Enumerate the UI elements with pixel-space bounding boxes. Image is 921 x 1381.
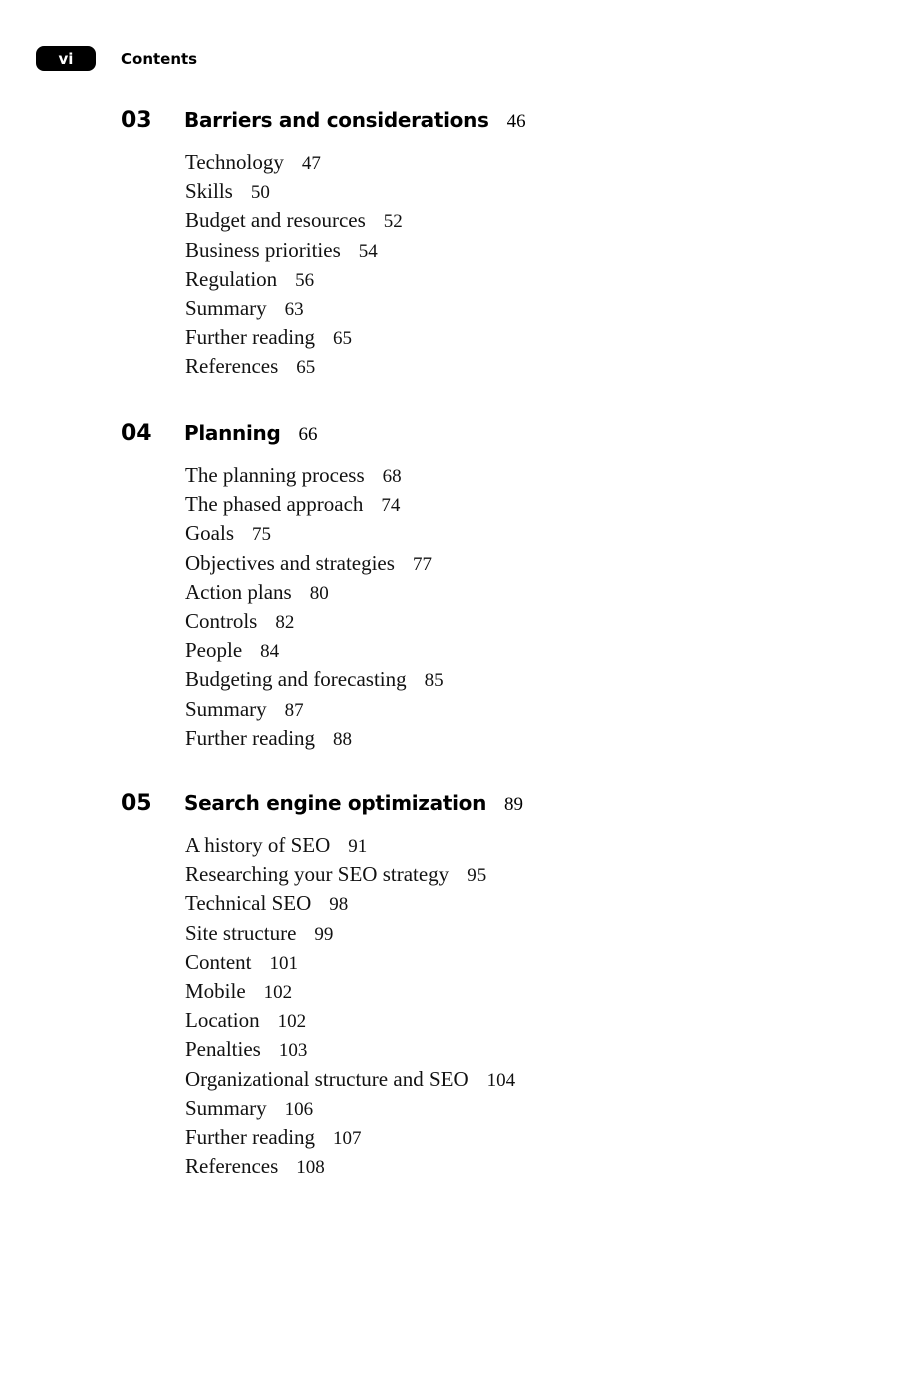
entry-title: References bbox=[185, 354, 279, 379]
section-list bbox=[185, 148, 526, 382]
entry-page-number: 50 bbox=[250, 182, 270, 204]
chapter-title: Planning bbox=[184, 421, 281, 445]
chapter-section bbox=[121, 791, 523, 1181]
entry-page-number: 98 bbox=[329, 894, 349, 916]
entry-page-number: 107 bbox=[333, 1127, 362, 1149]
entry-page-number: 77 bbox=[412, 553, 432, 575]
entry-page-number: 85 bbox=[424, 670, 444, 692]
toc-entry[interactable] bbox=[185, 1006, 523, 1035]
entry-page-number: 47 bbox=[301, 153, 321, 174]
entry-title: Objectives and strategies bbox=[185, 550, 395, 575]
toc-entry[interactable] bbox=[185, 1035, 523, 1064]
entry-page-number: 82 bbox=[275, 611, 295, 633]
toc-entry[interactable] bbox=[185, 549, 444, 578]
chapter-heading[interactable] bbox=[121, 791, 523, 821]
chapter-number: 05 bbox=[121, 791, 152, 816]
entry-title: Summary bbox=[185, 295, 267, 320]
entry-title: Action plans bbox=[185, 579, 292, 604]
toc-entry[interactable] bbox=[185, 831, 523, 860]
entry-title: The phased approach bbox=[185, 492, 364, 517]
toc-entry[interactable] bbox=[185, 977, 523, 1006]
chapter-section bbox=[121, 108, 526, 382]
chapter-page-number: 66 bbox=[298, 424, 318, 445]
entry-title: Further reading bbox=[185, 725, 316, 750]
entry-page-number: 52 bbox=[383, 211, 403, 233]
entry-page-number: 63 bbox=[284, 298, 304, 320]
entry-page-number: 106 bbox=[284, 1098, 314, 1120]
entry-page-number: 95 bbox=[467, 865, 487, 887]
entry-page-number: 102 bbox=[277, 1011, 307, 1033]
toc-entry[interactable] bbox=[185, 265, 526, 294]
toc-entry[interactable] bbox=[185, 578, 444, 607]
entry-title: Site structure bbox=[185, 920, 297, 945]
chapter-number: 04 bbox=[121, 421, 152, 446]
chapter-title: Search engine optimization bbox=[184, 791, 487, 815]
toc-entry[interactable] bbox=[185, 323, 526, 352]
section-list bbox=[185, 461, 444, 753]
entry-page-number: 68 bbox=[382, 466, 402, 487]
entry-page-number: 54 bbox=[358, 240, 378, 262]
entry-page-number: 101 bbox=[269, 952, 298, 974]
chapter-heading[interactable] bbox=[121, 108, 526, 138]
toc-entry[interactable] bbox=[185, 236, 526, 265]
toc-entry[interactable] bbox=[185, 724, 444, 753]
entry-title: Content bbox=[185, 949, 252, 974]
chapter-page-number: 89 bbox=[504, 794, 524, 815]
page-header bbox=[36, 46, 197, 71]
chapter-page-number: 46 bbox=[506, 111, 526, 132]
chapter-title: Barriers and considerations bbox=[184, 108, 489, 132]
entry-page-number: 74 bbox=[381, 495, 401, 517]
toc-entry[interactable] bbox=[185, 490, 444, 519]
entry-title: Technology bbox=[185, 150, 284, 174]
toc-entry[interactable] bbox=[185, 695, 444, 724]
entry-title: Summary bbox=[185, 1095, 267, 1120]
toc-entry[interactable] bbox=[185, 1123, 523, 1152]
entry-page-number: 103 bbox=[278, 1040, 308, 1062]
entry-title: Further reading bbox=[185, 325, 316, 350]
entry-title: Controls bbox=[185, 608, 258, 633]
entry-title: Penalties bbox=[185, 1037, 261, 1062]
toc-entry[interactable] bbox=[185, 294, 526, 323]
toc-entry[interactable] bbox=[185, 206, 526, 235]
entry-page-number: 91 bbox=[348, 836, 368, 857]
chapter-heading[interactable] bbox=[121, 421, 444, 451]
entry-page-number: 84 bbox=[260, 641, 280, 663]
entry-title: References bbox=[185, 1154, 279, 1179]
entry-title: Budgeting and forecasting bbox=[185, 667, 407, 692]
toc-entry[interactable] bbox=[185, 860, 523, 889]
entry-title: Researching your SEO strategy bbox=[185, 862, 450, 887]
entry-page-number: 65 bbox=[296, 357, 316, 379]
entry-page-number: 80 bbox=[309, 582, 329, 604]
entry-page-number: 104 bbox=[486, 1069, 516, 1091]
entry-title: Location bbox=[185, 1008, 260, 1033]
toc-entry[interactable] bbox=[185, 636, 444, 665]
running-head: Contents bbox=[121, 49, 198, 68]
chapter-section bbox=[121, 421, 444, 753]
entry-page-number: 108 bbox=[296, 1157, 325, 1179]
entry-title: People bbox=[185, 638, 243, 663]
entry-title: Summary bbox=[185, 696, 267, 721]
toc-entry[interactable] bbox=[185, 177, 526, 206]
toc-entry[interactable] bbox=[185, 461, 444, 490]
toc-entry[interactable] bbox=[185, 352, 526, 381]
entry-title: Goals bbox=[185, 521, 234, 546]
toc-entry[interactable] bbox=[185, 1065, 523, 1094]
toc-entry[interactable] bbox=[185, 607, 444, 636]
entry-title: Budget and resources bbox=[185, 208, 366, 233]
chapter-number: 03 bbox=[121, 108, 152, 133]
entry-title: Further reading bbox=[185, 1124, 316, 1149]
toc-entry[interactable] bbox=[185, 889, 523, 918]
toc-entry[interactable] bbox=[185, 148, 526, 177]
entry-page-number: 65 bbox=[333, 328, 353, 350]
toc-entry[interactable] bbox=[185, 519, 444, 548]
entry-page-number: 56 bbox=[295, 269, 315, 291]
toc-entry[interactable] bbox=[185, 1152, 523, 1181]
entry-page-number: 75 bbox=[252, 524, 271, 546]
entry-title: Regulation bbox=[185, 266, 278, 291]
entry-title: Mobile bbox=[185, 978, 246, 1003]
entry-title: Business priorities bbox=[185, 237, 341, 262]
entry-title: A history of SEO bbox=[185, 833, 331, 857]
toc-entry[interactable] bbox=[185, 948, 523, 977]
toc-entry[interactable] bbox=[185, 919, 523, 948]
entry-page-number: 87 bbox=[284, 699, 304, 721]
entry-title: Skills bbox=[185, 179, 233, 204]
section-list bbox=[185, 831, 523, 1181]
entry-page-number: 88 bbox=[333, 728, 353, 750]
page-number-badge: vi bbox=[36, 46, 96, 71]
entry-title: Technical SEO bbox=[185, 891, 312, 916]
entry-title: Organizational structure and SEO bbox=[185, 1066, 469, 1091]
entry-page-number: 99 bbox=[314, 923, 334, 945]
toc-entry[interactable] bbox=[185, 665, 444, 694]
toc-entry[interactable] bbox=[185, 1094, 523, 1123]
entry-title: The planning process bbox=[185, 463, 365, 487]
entry-page-number: 102 bbox=[263, 981, 293, 1003]
